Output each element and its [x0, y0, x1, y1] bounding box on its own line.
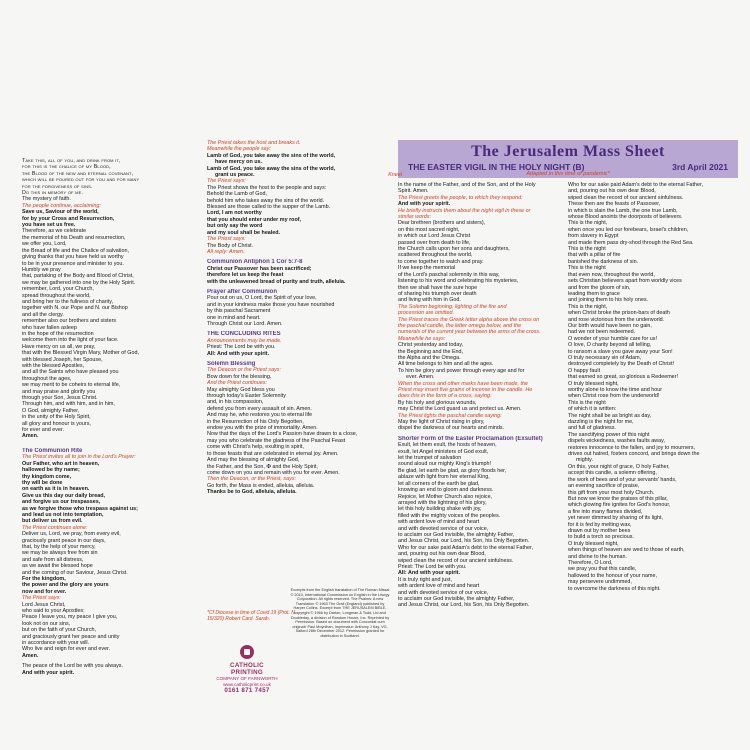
text-line: therefore let us keep the feast: [207, 272, 284, 279]
sheet-title: The Jerusalem Mass Sheet: [471, 143, 665, 160]
text-line: with blessed Joseph, her Spouse,: [22, 356, 103, 363]
text-line: Meanwhile the people say:: [207, 146, 271, 153]
adapted-note: Adapted in this time of pandemic*: [526, 171, 610, 177]
text-line: and in your kindness make those you have nourished: [207, 301, 335, 308]
text-line: This is the night: [568, 399, 606, 406]
text-line: worthy alone to know the time and hour: [568, 387, 663, 393]
text-line: By his holy and glorious wounds,: [398, 399, 477, 406]
text-line: scattered throughout the world,: [398, 252, 473, 259]
text-line: as we forgive those who trespass against us;: [22, 505, 138, 512]
text-line: When the cross and other marks have been made, the: [398, 380, 529, 387]
text-line: from slavery in Egypt: [568, 233, 619, 240]
logo-phone: 0161 871 7457: [224, 687, 270, 694]
text-line: The Priest shows the host to the people and says:: [207, 184, 327, 191]
text-line: On this, your night of grace, O holy Father,: [568, 463, 670, 470]
text-line: and bring her to the fullness of charity,: [22, 298, 113, 305]
text-line: behold him who takes away the sins of the world.: [207, 197, 325, 204]
text-line: come with Christ's help, exulting in spirit,: [207, 444, 304, 451]
text-line: drives out hatred, fosters concord, and brings down the: [568, 451, 700, 458]
text-line: that you should enter under my roof,: [207, 216, 302, 223]
text-line: the Bread of life and the Chalice of salvation,: [22, 247, 129, 254]
text-line: endow you with the prize of immortality. Amen.: [207, 425, 318, 432]
text-line: This is the night: [568, 265, 606, 272]
text-line: Christ yesterday and today,: [398, 342, 464, 349]
text-line: Have mercy on us all, we pray,: [22, 343, 96, 350]
text-line: Therefore, O Lord,: [568, 559, 613, 566]
text-line: mighty.: [576, 457, 593, 464]
section-heading: THE CONCLUDING RITES: [207, 331, 281, 338]
text-line: when Christ broke the prison-bars of death: [568, 310, 670, 317]
text-line: wiped clean the record of our ancient sinfulness.: [568, 194, 684, 201]
text-line: may persevere undimmed,: [568, 579, 632, 586]
text-line: let this holy building shake with joy,: [398, 506, 482, 513]
text-line: remember, Lord, your Church,: [22, 286, 94, 293]
text-line: and with devoted service of our voice,: [398, 525, 489, 532]
text-line: And the Priest continues:: [207, 380, 267, 387]
text-line: in accordance with your will.: [22, 640, 90, 647]
logo-tagline: COMPANY OF FARNWORTH: [216, 676, 278, 681]
text-line: Take this, all of you, and drink from it,: [22, 158, 121, 164]
text-line: O wonder of your humble care for us!: [568, 335, 657, 342]
text-line: Amen.: [22, 652, 39, 659]
text-line: as we await the blessed hope: [22, 563, 93, 570]
text-line: This is the night: [568, 246, 606, 253]
text-line: to acclaim our God invisible, the almighty Father,: [398, 596, 515, 602]
text-line: in the hope of the resurrection: [22, 330, 94, 337]
text-line: on this most sacred night,: [398, 226, 460, 233]
text-line: And with your spirit.: [398, 201, 451, 208]
text-line: wiped clean the record of our ancient sinfulness.: [398, 557, 514, 564]
text-line: and the coming of our Saviour, Jesus Christ.: [22, 569, 128, 576]
text-line: And with your spirit.: [22, 669, 75, 676]
text-line: and Jesus Christ, our Lord, his Son, his Only Begotten.: [398, 602, 530, 609]
text-line: The Body of Christ.: [207, 242, 254, 249]
text-line: let the trumpet of salvation: [398, 455, 462, 462]
text-line: when once you led our forebears, Israel's children,: [568, 226, 689, 233]
text-line: dispels wickedness, washes faults away,: [568, 438, 665, 445]
text-line: The mystery of faith.: [22, 196, 71, 203]
text-line: And may he, who restores you to eternal life: [207, 412, 313, 419]
text-line: to those feasts that are celebrated in eternal joy. Amen.: [207, 450, 339, 457]
text-line: Rejoice, let Mother Church also rejoice,: [398, 493, 493, 500]
text-line: graciously grant peace in our days,: [22, 537, 106, 544]
text-line: the power and the glory are yours: [22, 582, 109, 589]
text-line: ablaze with light from her eternal King,: [398, 474, 490, 481]
text-line: drawn out by mother bees: [568, 527, 631, 534]
text-line: and graciously grant her peace and unity: [22, 633, 120, 640]
text-line: and all the clergy.: [22, 311, 64, 318]
text-line: through today's Easter Solemnity: [207, 393, 286, 400]
text-line: a fire into many flames divided,: [568, 508, 643, 515]
text-line: let all corners of the earth be glad,: [398, 480, 480, 487]
liturgy-title: THE EASTER VIGIL IN THE HOLY NIGHT (B): [408, 162, 585, 172]
text-line: throughout the ages,: [22, 375, 72, 382]
liturgy-date: 3rd April 2021: [672, 162, 728, 172]
text-line: that with the Blessed Virgin Mary, Mother of God,: [22, 350, 139, 357]
text-line: who said to your Apostles:: [22, 608, 85, 615]
kneel-instruction: Kneel: [388, 172, 402, 178]
text-line: accept this candle, a solemn offering,: [568, 470, 657, 477]
text-line: and living with him in God.: [398, 297, 461, 304]
text-line: Our Father, who art in heaven,: [22, 460, 100, 467]
column-1: [22, 158, 197, 676]
text-line: have mercy on us.: [215, 159, 263, 166]
text-line: we offer you, Lord,: [22, 241, 67, 248]
text-line: with ardent love of mind and heart: [398, 519, 480, 526]
text-line: may Christ the Lord guard us and protect us. Amen.: [398, 406, 522, 413]
text-line: with the unleavened bread of purity and truth, alleluia.: [207, 278, 346, 285]
text-line: Then the Deacon, or the Priest, says:: [207, 476, 296, 483]
section-heading: Shorter Form of the Easter Proclamation (Exsultet): [398, 435, 543, 442]
text-line: for by your Cross and Resurrection,: [22, 215, 115, 222]
text-line: But now we know the praises of this pillar,: [568, 495, 668, 502]
text-line: leading them to grace: [568, 290, 620, 297]
text-line: and forgive us our trespasses,: [22, 499, 101, 506]
text-line: filled with the mighty voices of the peoples.: [398, 512, 501, 519]
text-line: and may praise and glorify you: [22, 388, 96, 395]
text-line: to acclaim our God invisible, the almighty Father,: [398, 531, 515, 538]
text-line: Through him, and with him, and in him,: [22, 401, 115, 408]
text-line: Priest: The Lord be with you.: [398, 563, 467, 570]
text-line: when Christ rose from the underworld!: [568, 393, 660, 400]
text-line: the work of bees and of your servants' hands,: [568, 476, 677, 483]
text-line: yet never dimmed by sharing of its light,: [568, 515, 663, 522]
text-line: listening to his word and celebrating his mysteries,: [398, 278, 519, 285]
text-line: we pray you that this candle,: [568, 566, 637, 573]
logo-name-line1: CATHOLIC: [230, 662, 264, 669]
text-line: all glory and honour is yours,: [22, 420, 91, 427]
text-line: O God, almighty Father,: [22, 407, 80, 414]
text-line: dispel the darkness of our hearts and minds.: [398, 425, 505, 432]
text-line: All time belongs to him and all the ages.: [398, 361, 494, 368]
text-line: for it is fed by melting wax,: [568, 521, 632, 528]
text-line: Priest may insert five grains of incense in the candle. He: [398, 387, 533, 393]
text-line: Lord Jesus Christ,: [22, 601, 66, 608]
text-line: and Jesus Christ, our Lord, his Son, his Only Begotten.: [398, 538, 530, 545]
text-line: the Alpha and the Omega.: [398, 354, 461, 361]
text-line: in which is slain the Lamb, the one true Lamb,: [568, 207, 678, 214]
text-line: in which our Lord Jesus Christ: [398, 233, 471, 240]
text-line: procession are omitted.: [398, 310, 455, 317]
text-line: Meanwhile he says:: [398, 335, 446, 342]
text-line: ever. Amen.: [406, 374, 435, 381]
text-line: and with devoted service of our voice,: [398, 589, 489, 596]
text-line: The Priest greets the people, to which they respond:: [398, 194, 523, 201]
text-line: Bow down for the blessing.: [207, 373, 272, 380]
text-line: Through Christ our Lord. Amen.: [207, 320, 283, 327]
copyright-text: Excerpts from the English translation of The Roman Missal © 2010, International Commission on English in the Liturgy Corporation. All rights reserved. The Psalms: A new Translation © 1963 The Grail (England) published by Harper Collins. Excerpt from THE JERUSALEM BIBLE, copyright © 1966 by Darton, Longman & Todd, Ltd and Doubleday, a division of Random House, Inc. Reprinted by Permission. Based on document with Concordat cum originali: Paul Moynihan, Imprimatur: Anthony J Kay, VG, Salford 28th December 2012. Permission granted for distribution in Scotland.: [290, 588, 390, 638]
text-line: Behold the Lamb of God,: [207, 191, 267, 198]
text-line: The Solemn beginning, lighting of the fire and: [398, 303, 507, 310]
text-line: similar words:: [398, 214, 431, 221]
text-line: had we not been redeemed.: [568, 329, 636, 336]
text-line: banished the darkness of sin.: [568, 258, 639, 265]
text-line: and full of gladness.: [568, 425, 616, 432]
section-heading: Solemn Blessing: [207, 361, 256, 367]
text-line: thy kingdom come,: [22, 473, 72, 480]
text-line: to ransom a slave you gave away your Son!: [568, 348, 673, 355]
printer-logo-icon: [240, 645, 254, 659]
column-2: [207, 140, 402, 496]
text-line: He briefly instructs them about the night vigil in these or: [398, 207, 531, 214]
text-line: the Church calls upon her sons and daughters,: [398, 246, 510, 253]
text-line: destroyed completely by the Death of Christ!: [568, 361, 675, 368]
text-line: The Priest says:: [22, 595, 61, 602]
text-line: Who live and reign for ever and ever.: [22, 646, 111, 653]
text-line: Priest: The Lord be with you.: [207, 344, 276, 351]
text-line: All: And with your spirit.: [207, 350, 270, 357]
text-line: The Priest says:: [207, 236, 246, 243]
text-line: we may be always free from sin: [22, 550, 98, 557]
text-line: May almighty God bless you: [207, 386, 275, 393]
text-line: The Priest says:: [207, 178, 246, 185]
column-4: [568, 182, 743, 592]
text-line: that with a pillar of fire: [568, 252, 621, 259]
text-line: together with N. our Pope and N. our Bishop: [22, 305, 128, 312]
text-line: in the Resurrection of his Only Begotten,: [207, 418, 304, 425]
text-line: an evening sacrifice of praise,: [568, 483, 640, 490]
logo-url: www.catholicprint.co.uk: [223, 681, 271, 687]
text-line: this gift from your most holy Church.: [568, 489, 655, 496]
text-line: by this paschal Sacrament: [207, 308, 271, 315]
text-line: now and for ever.: [22, 588, 67, 595]
text-line: and my soul shall be healed.: [207, 229, 281, 236]
text-line: and, in his compassion,: [207, 399, 264, 406]
text-line: one in mind and heart.: [207, 314, 261, 321]
text-line: spread throughout the world,: [22, 292, 91, 299]
text-line: come down on you and remain with you for ever. Amen.: [207, 469, 340, 476]
text-line: May the light of Christ rising in glory,: [398, 419, 485, 426]
text-line: This is the night,: [568, 220, 608, 227]
text-line: and lead us not into temptation,: [22, 511, 104, 518]
text-line: with ardent love of mind and heart: [398, 583, 480, 590]
text-line: It is truly right and just,: [398, 576, 452, 583]
text-line: Who for our sake paid Adam's debt to the eternal Father,: [568, 182, 703, 188]
text-line: O truly blessed night,: [568, 380, 619, 387]
text-line: The Priest lights the paschal candle saying:: [398, 412, 502, 419]
text-line: Who for our sake paid Adam's debt to the eternal Father,: [398, 544, 533, 551]
text-line: that, by the help of your mercy,: [22, 543, 96, 550]
text-line: In the name of the Father, and of the Son, and of the Holy: [398, 182, 536, 188]
text-line: but only say the word: [207, 223, 263, 230]
text-line: The Priest continues alone:: [22, 524, 88, 531]
text-line: Deliver us, Lord, we pray, from every evil,: [22, 531, 121, 538]
text-line: to be in your presence and minister to you.: [22, 260, 124, 267]
text-line: And may the blessing of almighty God,: [207, 457, 300, 464]
text-line: on earth as it is in heaven.: [22, 486, 90, 493]
text-line: grant us peace.: [215, 172, 255, 179]
covid-note: *Cf Diocese in time of Covid 19 (Prot. N. 15/320) Robert Card. Sarah.: [207, 610, 297, 622]
text-line: in the unity of the Holy Spirit,: [22, 414, 91, 421]
text-line: Save us, Saviour of the world,: [22, 209, 99, 216]
logo-name-line2: PRINTING: [231, 669, 263, 676]
text-line: This is the night,: [568, 303, 608, 310]
text-line: The Deacon or the Priest says:: [207, 367, 282, 374]
text-line: Humbly we pray: [22, 266, 61, 273]
text-line: The sanctifying power of this night: [568, 431, 650, 438]
section-heading: Prayer after Communion: [207, 288, 278, 295]
text-line: to build a torch so precious.: [568, 534, 634, 541]
text-line: Lamb of God, you take away the sins of the world,: [207, 152, 336, 159]
text-line: sound aloud our mighty King's triumph!: [398, 461, 492, 468]
text-line: and divine to the human.: [568, 553, 628, 560]
masthead: [398, 140, 738, 178]
text-line: dazzling is the night for me,: [568, 419, 634, 426]
text-line: and all the Saints who have pleased you: [22, 369, 119, 376]
text-line: Therefore, as we celebrate: [22, 228, 87, 235]
mass-sheet: [0, 140, 750, 740]
text-line: and joining them to his holy ones.: [568, 297, 649, 304]
text-line: the memorial of his Death and resurrection,: [22, 234, 126, 241]
text-line: that earned so great, so glorious a Redeemer!: [568, 374, 678, 381]
text-line: you have set us free.: [22, 222, 76, 229]
text-line: and from the gloom of sin,: [568, 284, 631, 291]
text-line: exult, let Angel ministers of God exult,: [398, 448, 489, 455]
text-line: Lamb of God, you take away the sins of the world,: [207, 165, 336, 172]
text-line: Amen.: [22, 433, 39, 440]
text-line: Lord, I am not worthy: [207, 210, 262, 217]
text-line: with the blessed Apostles,: [22, 363, 85, 369]
text-line: the paschal candle, the letter omega below, and the: [398, 322, 522, 329]
text-line: that even now, throughout the world,: [568, 271, 655, 278]
text-line: restores innocence to the fallen, and joy to mourners,: [568, 444, 696, 451]
text-line: who have fallen asleep: [22, 324, 77, 331]
text-line: O truly blessed night,: [568, 540, 619, 547]
text-line: O truly necessary sin of Adam,: [568, 354, 642, 361]
text-line: O happy fault: [568, 367, 601, 374]
text-line: Blessed are those called to the supper of the Lamb.: [207, 204, 331, 211]
text-line: and safe from all distress,: [22, 556, 84, 563]
text-line: sets Christian believers apart from worldly vices: [568, 278, 682, 285]
text-line: but deliver us from evil.: [22, 518, 83, 525]
text-line: Pour out on us, O Lord, the Spirit of your love,: [207, 295, 317, 302]
text-line: to overcome the darkness of this night.: [568, 585, 661, 592]
text-line: Be glad, let earth be glad, as glory floods her,: [398, 467, 507, 474]
column-3: [398, 182, 573, 609]
text-line: Peace I leave you, my peace I give you,: [22, 614, 118, 621]
text-line: numerals of the current year between the arms of the cross.: [398, 329, 541, 336]
text-line: Now that the days of the Lord's Passion have drawn to a close,: [207, 431, 358, 438]
text-line: knowing an end to gloom and darkness.: [398, 487, 494, 494]
text-line: remember also our brothers and sisters: [22, 318, 117, 325]
text-line: welcome them into the light of your face.: [22, 337, 119, 344]
section-heading: The Communion Rite: [22, 447, 83, 454]
text-line: hallowed to the honour of your name,: [568, 572, 658, 579]
text-line: may you who celebrate the gladness of the Paschal Feast: [207, 437, 346, 444]
text-line: arrayed with the lightning of his glory,: [398, 499, 487, 506]
text-line: we may be gathered into one by the Holy Spirit.: [22, 279, 136, 286]
section-heading: Communion Antiphon 1 Cor 5:7-8: [207, 259, 303, 266]
text-line: for this is the chalice of my Blood,: [22, 164, 111, 171]
text-line: Our birth would have been no gain,: [568, 322, 652, 329]
text-line: passed over from death to life,: [398, 239, 471, 246]
text-line: Dear brethren (brothers and sisters),: [398, 220, 486, 227]
text-line: giving thanks that you have held us worthy: [22, 254, 124, 261]
text-line: of the Lord's paschal solemnity in this way,: [398, 271, 500, 278]
text-line: for the forgiveness of sins.: [22, 183, 93, 190]
text-line: The Priest traces the Greek letter alpha above the cross on: [398, 316, 540, 323]
text-line: Christ our Passover has been sacrificed;: [207, 265, 312, 272]
text-line: to come together to watch and pray.: [398, 258, 484, 265]
text-line: Spirit. Amen.: [398, 188, 429, 195]
text-line: For the kingdom,: [22, 576, 66, 582]
text-line: Exult, let them exult, the hosts of heaven,: [398, 442, 497, 449]
text-line: which will be poured out for you and for many: [22, 177, 140, 184]
text-line: look not on our sins,: [22, 620, 71, 627]
text-line: of sharing his triumph over death: [398, 290, 477, 297]
text-line: To him be glory and power through every age and for: [398, 367, 525, 374]
text-line: Do this in memory of me.: [22, 190, 83, 197]
text-line: but on the faith of your Church,: [22, 627, 97, 634]
text-line: the Blood of the new and eternal covenant,: [22, 170, 134, 177]
text-line: when things of heaven are wed to those of earth,: [568, 547, 685, 554]
text-line: All reply: Amen.: [207, 248, 245, 255]
text-line: and, pouring out his own dear Blood,: [398, 551, 486, 558]
text-line: whose Blood anoints the doorposts of believers.: [568, 214, 683, 221]
text-line: Give us this day our daily bread,: [22, 492, 105, 499]
text-line: The night shall be as bright as day,: [568, 412, 652, 419]
text-line: The people continue, acclaiming:: [22, 202, 101, 209]
text-line: thy will be done: [22, 479, 63, 486]
text-line: we may merit to be coheirs to eternal life,: [22, 382, 121, 389]
text-line: Go forth, the Mass is ended, alleluia, alleluia.: [207, 482, 315, 489]
text-line: the Beginning and the End,: [398, 348, 464, 355]
text-line: All: And with your spirit.: [398, 570, 461, 577]
text-line: Thanks be to God, alleluia, alleluia.: [207, 489, 297, 496]
text-line: which glowing fire ignites for God's honour,: [568, 502, 671, 509]
text-line: through your Son, Jesus Christ.: [22, 395, 98, 402]
text-line: defend you from every assault of sin. Amen.: [207, 405, 312, 412]
text-line: These then are the feasts of Passover,: [568, 201, 661, 208]
text-line: then we shall have the sure hope: [398, 284, 478, 291]
text-line: the Father, and the Son, ✠ and the Holy Spirit,: [207, 463, 318, 470]
printer-logo: [212, 645, 282, 694]
text-line: The peace of the Lord be with you always.: [22, 663, 123, 670]
text-line: Announcements may be made.: [207, 337, 282, 344]
text-line: If we keep the memorial: [398, 265, 456, 272]
text-line: hallowed be thy name;: [22, 467, 80, 474]
text-line: and made them pass dry-shod through the Red Sea.: [568, 239, 694, 246]
text-line: does this in the form of a cross, saying:: [398, 393, 492, 400]
text-line: O love, O charity beyond all telling,: [568, 342, 652, 349]
text-line: The Priest takes the host and breaks it.: [207, 140, 301, 146]
text-line: and rose victorious from the underworld.: [568, 316, 665, 323]
text-line: and, pouring out his own dear Blood,: [568, 188, 656, 195]
text-line: of which it is written:: [568, 406, 617, 413]
text-line: for ever and ever.: [22, 427, 64, 434]
text-line: that, partaking of the Body and Blood of Christ,: [22, 273, 134, 280]
text-line: The Priest invites all to join in the Lord's Prayer:: [22, 454, 136, 461]
